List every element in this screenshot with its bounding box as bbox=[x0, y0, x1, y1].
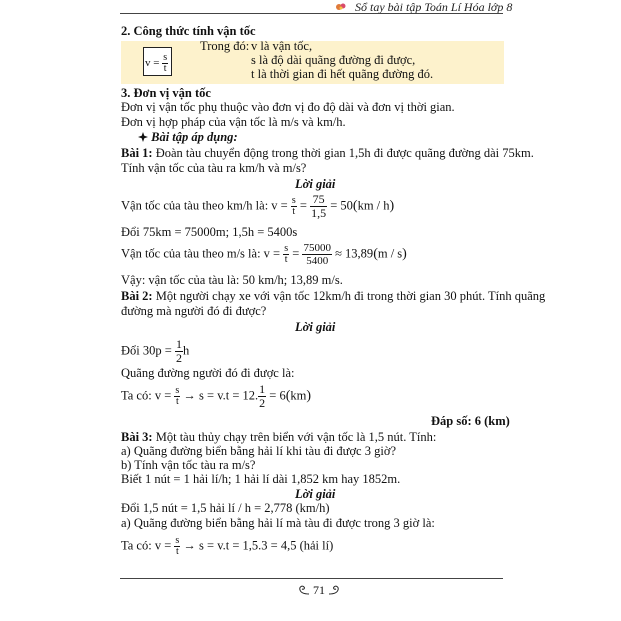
where-label: Trong đó: bbox=[200, 39, 250, 53]
bai3-computation bbox=[121, 536, 333, 557]
frac-den: 5400 bbox=[306, 255, 329, 267]
bai2-l3-unit: km bbox=[290, 388, 307, 403]
section3-line1: Đơn vị vận tốc phụ thuộc vào đơn vị đo độ dài và đơn vị thời gian. bbox=[121, 100, 455, 114]
bai2-label: Bài 2: bbox=[121, 289, 153, 303]
bai2-l3-prefix: Ta có: v = bbox=[121, 388, 172, 403]
bai3-question-a: a) Quãng đường biển bằng hải lí khi tàu đi được 3 giờ? bbox=[121, 444, 396, 458]
bai2-l3-mid: → s = v.t = 12. bbox=[183, 388, 259, 403]
bai3-l3-rest: → s = v.t = 1,5.3 = 4,5 (hải lí) bbox=[183, 538, 334, 553]
definition-t: t là thời gian đi hết quãng đường đó. bbox=[251, 67, 434, 81]
bai1-velocity-ms: Vận tốc của tàu theo m/s là: v = $\frac{s}{t}$ = $\frac{75000}{5400}$ ≈ 13,89(m / s) bbox=[121, 242, 407, 267]
bai3-note: Biết 1 nút = 1 hải lí/h; 1 hải lí dài 1,852 km hay 1852m. bbox=[121, 472, 401, 486]
running-header-title: Sổ tay bài tập Toán Lí Hóa lớp 8 bbox=[355, 0, 513, 14]
header-rule bbox=[120, 13, 503, 14]
bai3-part-a: a) Quãng đường biển bằng hải lí mà tàu đi được trong 3 giờ là: bbox=[121, 516, 435, 530]
bai1-l3-eq: = bbox=[292, 246, 300, 261]
bai2-line1 bbox=[121, 289, 545, 304]
bai1-l3-frac2 bbox=[302, 242, 332, 267]
bai1-l1-prefix: Vận tốc của tàu theo km/h là: v = bbox=[121, 198, 288, 213]
bai2-computation: Ta có: v = $\frac{s}{t}$ → s = v.t = 12. $\frac{1}{2}$ = 6(km) bbox=[121, 382, 312, 410]
ornament-right-icon bbox=[328, 584, 340, 596]
bai2-l3-frac2 bbox=[258, 383, 266, 410]
page-number-group bbox=[298, 583, 340, 598]
bai1-line1 bbox=[121, 146, 534, 161]
bai3-solution-title: Lời giải bbox=[295, 487, 336, 501]
frac-num: 1 bbox=[175, 337, 182, 351]
bai2-l3-result: = 6 bbox=[269, 388, 286, 403]
diamond-bullet-icon bbox=[138, 132, 148, 142]
frac-den: t bbox=[292, 206, 296, 217]
frac-num: s bbox=[284, 243, 289, 254]
frac-num: 1 bbox=[259, 382, 266, 396]
bai3-question-b: b) Tính vận tốc tàu ra m/s? bbox=[121, 458, 256, 472]
bai1-l3-result: ≈ 13,89 bbox=[335, 246, 374, 261]
bai2-solution-title: Lời giải bbox=[295, 320, 336, 334]
frac-num: 75000 bbox=[303, 242, 331, 254]
frac-num: s bbox=[175, 385, 180, 396]
bai1-l1-frac1 bbox=[291, 196, 297, 217]
velocity-formula bbox=[145, 53, 168, 74]
bai2-distance-label: Quãng đường người đó đi được là: bbox=[121, 366, 295, 380]
section3-heading: 3. Đơn vị vận tốc bbox=[121, 86, 211, 100]
bai1-line2: Tính vận tốc của tàu ra km/h và m/s? bbox=[121, 161, 307, 175]
frac-den: 2 bbox=[259, 396, 266, 410]
bai2-answer: Đáp số: 6 (km) bbox=[431, 414, 510, 428]
formula-fraction bbox=[162, 53, 168, 74]
bai2-l1-suffix: h bbox=[182, 343, 190, 358]
frac-den: t bbox=[284, 254, 288, 265]
bai1-text1: Đoàn tàu chuyển động trong thời gian 1,5h đi được quãng đường dài 75km. bbox=[152, 146, 534, 160]
bai2-text1: Một người chạy xe với vận tốc 12km/h đi trong thời gian 30 phút. Tính quãng bbox=[152, 289, 546, 303]
frac-num: s bbox=[175, 535, 180, 546]
bai3-text1: Một tàu thủy chạy trên biển với vận tốc là 1,5 nút. Tính: bbox=[152, 430, 437, 444]
bai1-l1-frac2 bbox=[310, 193, 327, 220]
bai3-conversion: Đổi 1,5 nút = 1,5 hải lí / h = 2,778 (km/h) bbox=[121, 501, 330, 515]
bai3-l3-frac bbox=[174, 536, 180, 557]
bai2-time-conversion bbox=[121, 338, 189, 365]
bai1-label: Bài 1: bbox=[121, 146, 153, 160]
frac-den: 2 bbox=[175, 351, 182, 365]
page-number: 71 bbox=[313, 583, 325, 597]
section2-heading: 2. Công thức tính vận tốc bbox=[121, 24, 256, 38]
definition-s: s là độ dài quãng đường đi được, bbox=[251, 53, 416, 67]
bai2-l1-frac bbox=[175, 338, 183, 365]
formula-denominator: t bbox=[163, 63, 167, 74]
frac-den: t bbox=[175, 546, 179, 557]
ornament-left-icon bbox=[298, 584, 310, 596]
bai1-conversion: Đổi 75km = 75000m; 1,5h = 5400s bbox=[121, 225, 298, 239]
bai3-label: Bài 3: bbox=[121, 430, 153, 444]
bai1-l1-unit: km / h bbox=[357, 198, 390, 213]
definition-v: v là vận tốc, bbox=[251, 39, 313, 53]
bai2-l1-prefix: Đổi 30p = bbox=[121, 343, 172, 358]
bai3-line1 bbox=[121, 430, 436, 445]
bai1-l3-unit: m / s bbox=[377, 246, 403, 261]
bai1-l1-result: = 50 bbox=[330, 198, 353, 213]
frac-num: s bbox=[291, 195, 296, 206]
bai1-l3-prefix: Vận tốc của tàu theo m/s là: v = bbox=[121, 246, 281, 261]
bai3-l3-prefix: Ta có: v = bbox=[121, 538, 172, 553]
footer-rule bbox=[120, 578, 503, 579]
bai2-line2: đường mà người đó đi được? bbox=[121, 304, 267, 318]
bai1-solution-title: Lời giải bbox=[295, 177, 336, 191]
frac-den: t bbox=[175, 396, 179, 407]
bai1-l1-eq: = bbox=[299, 198, 307, 213]
practice-heading: Bài tập áp dụng bbox=[151, 130, 234, 144]
bai1-conclusion: Vậy: vận tốc của tàu là: 50 km/h; 13,89 m/s. bbox=[121, 273, 343, 287]
section3-line2: Đơn vị hợp pháp của vận tốc là m/s và km/h. bbox=[121, 115, 346, 129]
formula-numerator: s bbox=[163, 52, 168, 63]
bai1-velocity-kmh: Vận tốc của tàu theo km/h là: v = $\frac{s}{t}$ = $\frac{75}{1,5}$ = 50(km / h) bbox=[121, 192, 395, 220]
flower-logo-icon bbox=[335, 2, 347, 12]
bai2-l3-frac1 bbox=[174, 386, 180, 407]
frac-den: 1,5 bbox=[311, 206, 327, 220]
practice-heading-row: Bài tập áp dụng: bbox=[138, 130, 238, 145]
frac-num: 75 bbox=[310, 193, 327, 207]
bai1-l3-frac1 bbox=[283, 244, 289, 265]
formula-lhs: v = bbox=[145, 57, 160, 70]
